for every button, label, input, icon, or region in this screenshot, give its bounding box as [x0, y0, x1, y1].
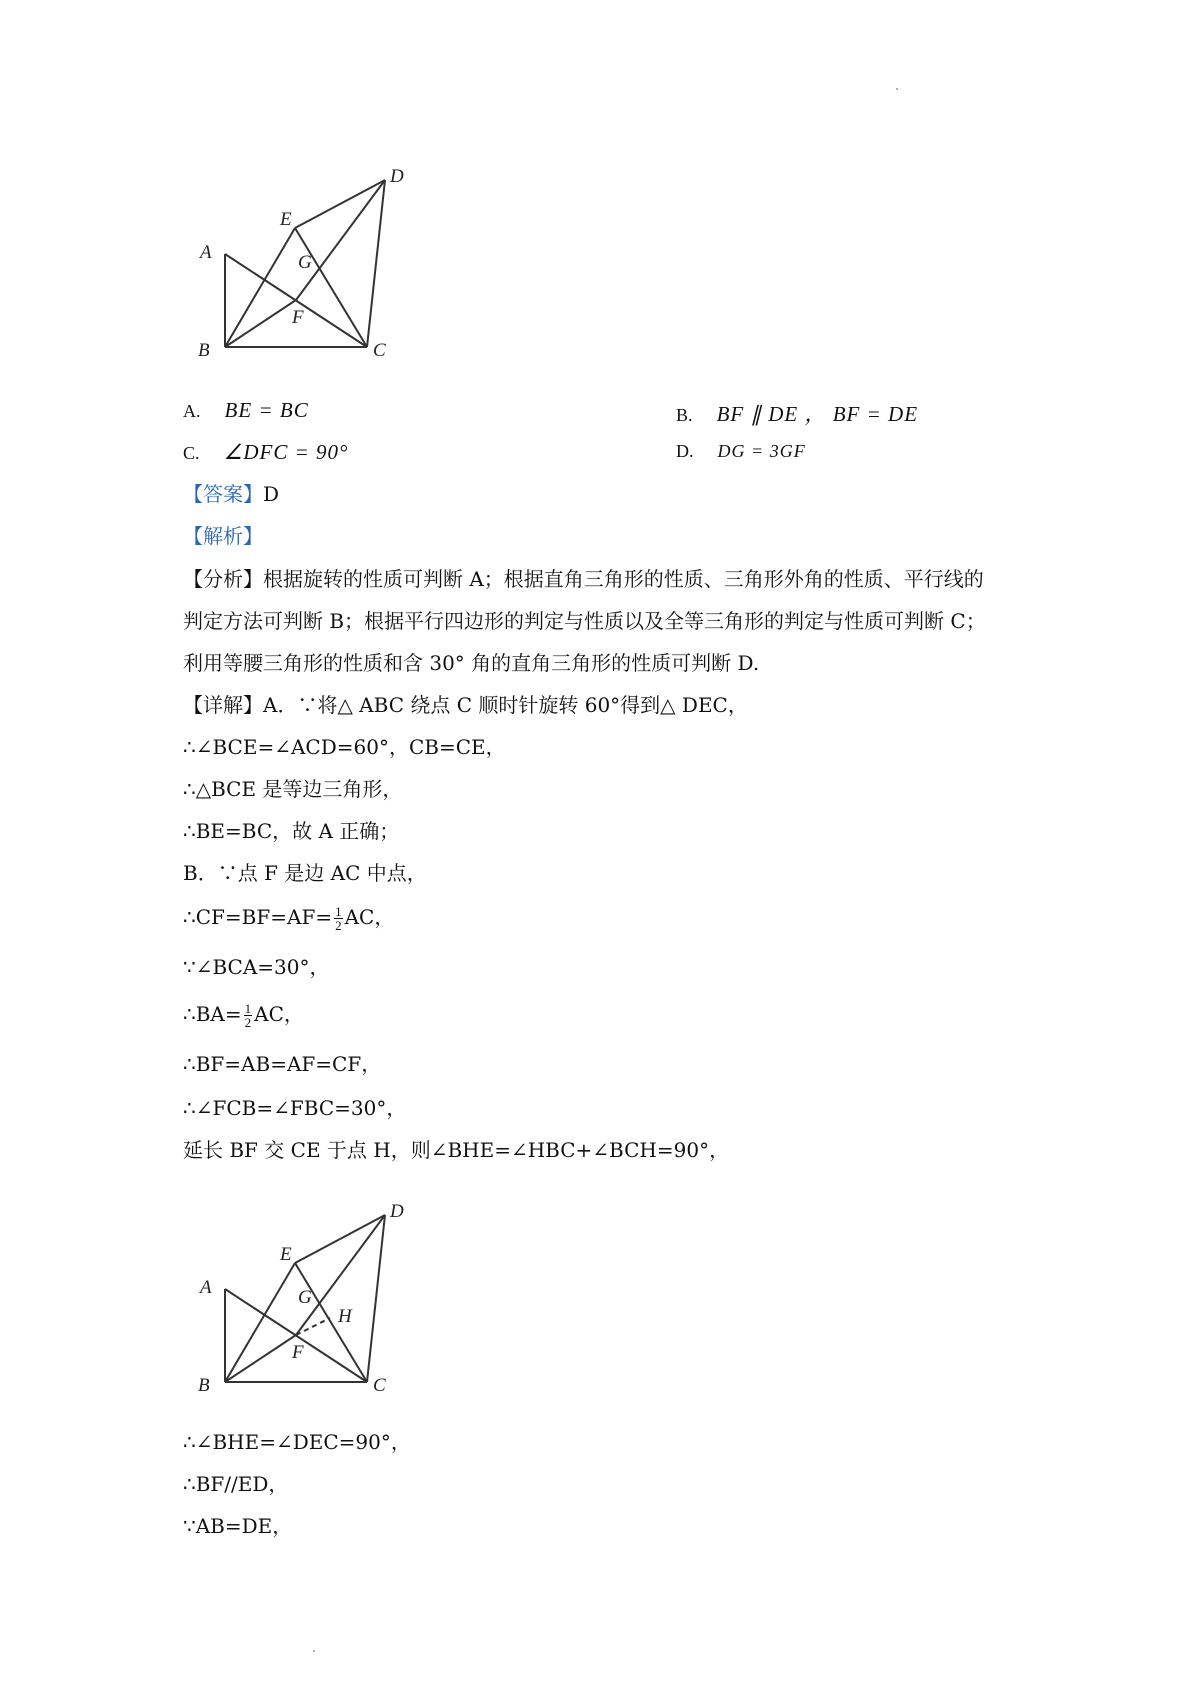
- detail-line-1: 【详解】A．∵将△ ABC 绕点 C 顺时针旋转 60°得到△ DEC，: [183, 693, 748, 717]
- fenxi-line-2: 判定方法可判断 B；根据平行四边形的判定与性质以及全等三角形的判定与性质可判断 C；: [183, 609, 986, 633]
- detail-line-10: ∴∠FCB=∠FBC=30°，: [183, 1096, 407, 1120]
- detail-line-8: ∴BA= $\frac{1}{2}$ AC，: [183, 1001, 304, 1030]
- detail-line-14: ∵AB=DE，: [183, 1514, 293, 1538]
- label-g: G: [298, 1287, 312, 1308]
- segment-be: [225, 1263, 295, 1382]
- label-d: D: [390, 166, 404, 187]
- fenxi-line-1: 【分析】根据旋转的性质可判断 A；根据直角三角形的性质、三角形外角的性质、平行线的: [183, 567, 984, 591]
- label-f: F: [292, 307, 304, 328]
- detail-line-3: ∴△BCE 是等边三角形，: [183, 777, 403, 801]
- label-b: B: [198, 340, 210, 361]
- geometry-figure-1: [190, 150, 430, 365]
- segment-bf: [225, 300, 296, 347]
- segment-ed: [295, 1215, 385, 1263]
- segment-ed: [295, 180, 385, 228]
- segment-bf: [225, 1335, 296, 1382]
- detail-line-6: ∴CF=BF=AF= $\frac{1}{2}$ AC，: [183, 904, 395, 933]
- label-d: D: [390, 1201, 404, 1222]
- detail-line-7: ∵∠BCA=30°，: [183, 955, 330, 979]
- label-c: C: [373, 340, 386, 361]
- detail-line-13: ∴BF//ED，: [183, 1472, 289, 1496]
- label-a: A: [200, 242, 212, 263]
- analysis-heading: 【解析】: [183, 524, 263, 548]
- label-f: F: [292, 1342, 304, 1363]
- option-c: C. ∠DFC = 90°: [183, 440, 349, 464]
- label-e: E: [280, 209, 292, 230]
- label-b: B: [198, 1375, 210, 1396]
- fenxi-tag: 【分析】: [183, 567, 263, 591]
- label-e: E: [280, 1244, 292, 1265]
- detail-line-4: ∴BE=BC，故 A 正确；: [183, 819, 400, 843]
- segment-dc: [367, 1215, 385, 1382]
- label-a: A: [200, 1277, 212, 1298]
- scan-speck: [896, 88, 898, 90]
- answer-value: D: [263, 482, 280, 506]
- fenxi-line-3: 利用等腰三角形的性质和含 30° 角的直角三角形的性质可判断 D.: [183, 651, 760, 675]
- option-b: B. BF ∥ DE ， BF = DE: [676, 402, 919, 426]
- detail-line-11: 延长 BF 交 CE 于点 H，则∠BHE=∠HBC+∠BCH=90°，: [183, 1138, 730, 1162]
- label-g: G: [298, 252, 312, 273]
- option-a: A. BE = BC: [183, 398, 309, 422]
- detail-line-5: B．∵点 F 是边 AC 中点，: [183, 861, 427, 885]
- detail-line-2: ∴∠BCE=∠ACD=60°，CB=CE，: [183, 735, 506, 759]
- geometry-figure-2: [190, 1185, 430, 1400]
- scan-speck: [313, 1650, 315, 1652]
- fraction-half: $\frac{1}{2}$: [335, 904, 342, 933]
- detail-line-9: ∴BF=AB=AF=CF，: [183, 1052, 382, 1076]
- segment-dc: [367, 180, 385, 347]
- detail-tag: 【详解】: [183, 693, 263, 717]
- answer-tag: 【答案】: [183, 482, 263, 506]
- fraction-half: $\frac{1}{2}$: [244, 1001, 252, 1030]
- segment-df: [296, 180, 385, 300]
- option-d: D. DG = 3GF: [676, 441, 806, 461]
- segment-be: [225, 228, 295, 347]
- answer-line: [183, 480, 279, 508]
- label-c: C: [373, 1375, 386, 1396]
- detail-line-12: ∴∠BHE=∠DEC=90°，: [183, 1430, 411, 1454]
- label-h: H: [338, 1306, 352, 1327]
